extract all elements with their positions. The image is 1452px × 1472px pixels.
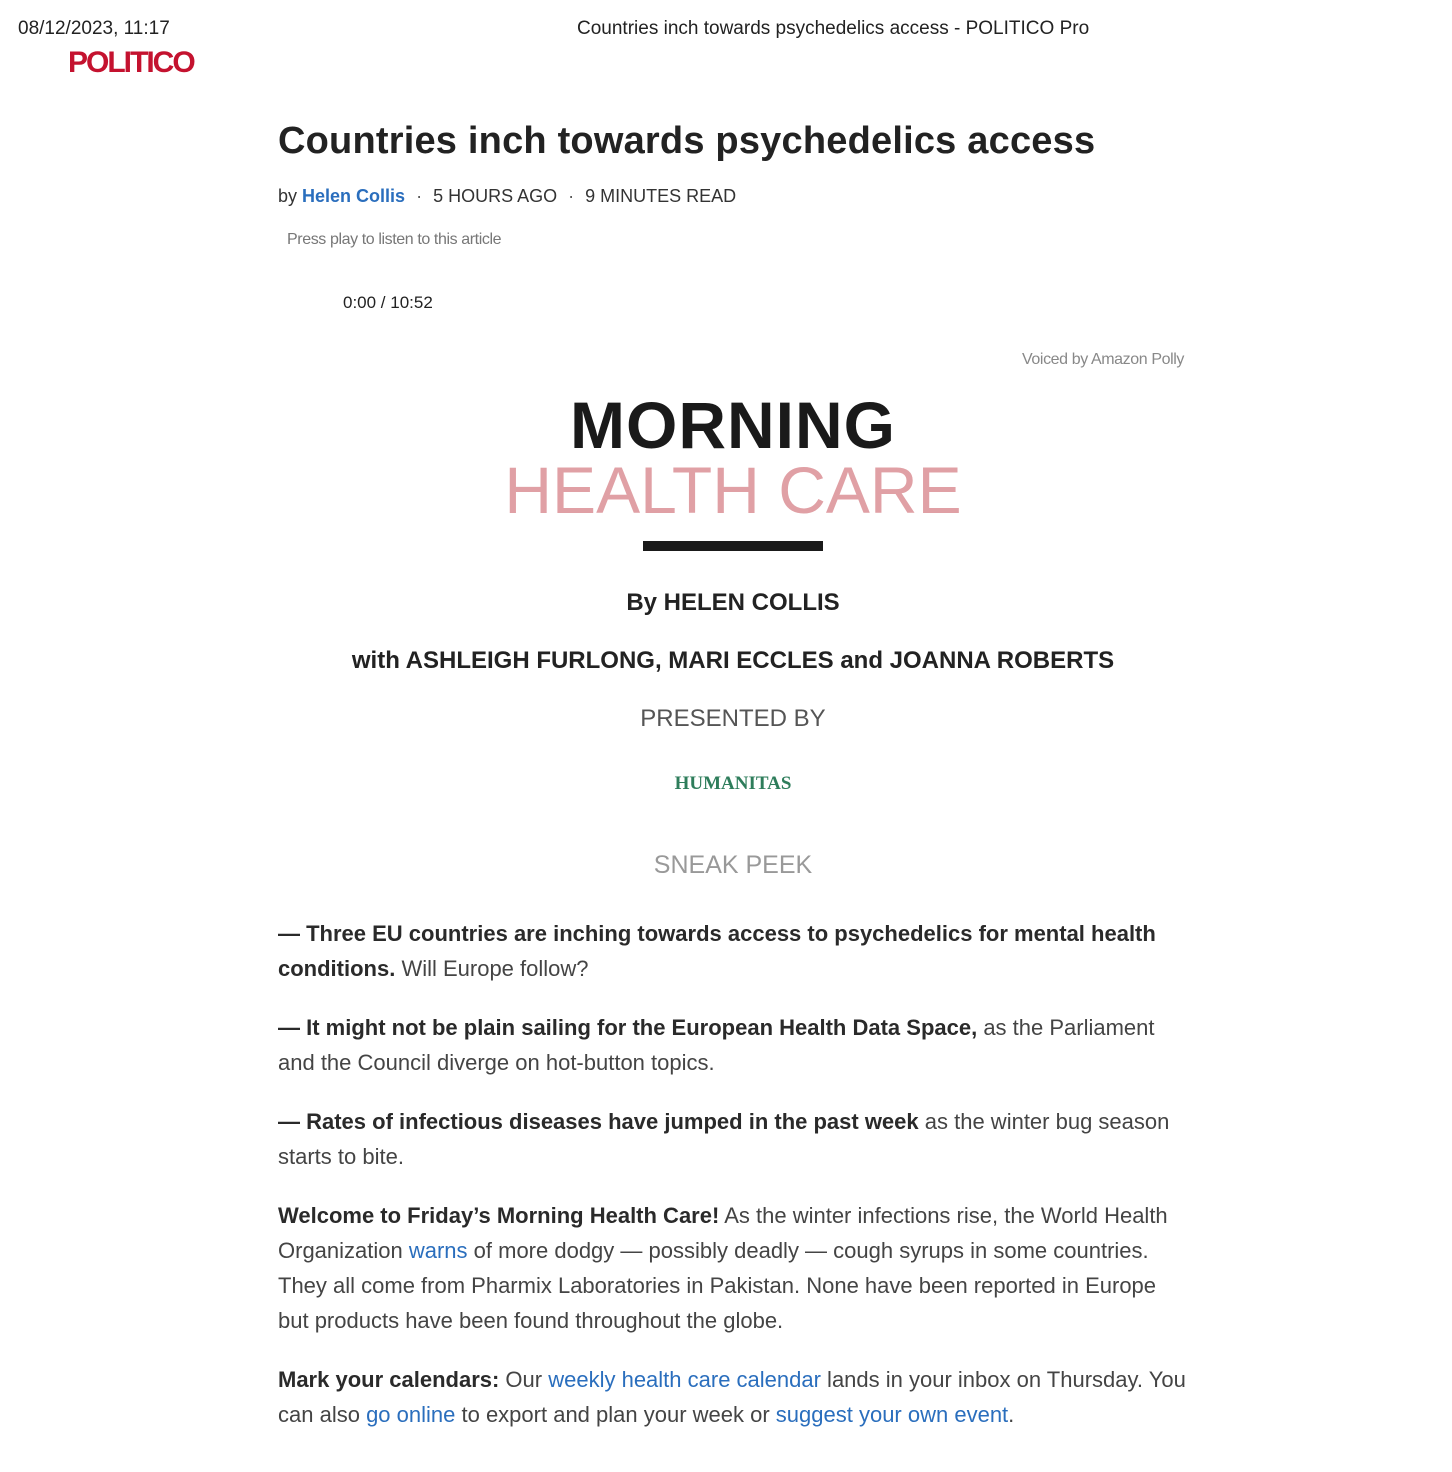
item-text: as the Parliament and the Council diverge on hot-button topics.: [278, 1015, 1155, 1075]
masthead-top: MORNING: [570, 388, 896, 462]
byline: [278, 186, 1188, 207]
sneak-peek-item: [278, 1010, 1188, 1080]
sneak-peek-item: [278, 916, 1188, 986]
calendar-text: .: [1008, 1402, 1015, 1427]
calendar-text: to export and plan your week or: [455, 1402, 776, 1427]
item-text: Will Europe follow?: [395, 956, 589, 981]
sponsor-logo[interactable]: HUMANITAS: [674, 773, 792, 794]
audio-player[interactable]: [343, 293, 1188, 313]
sneak-peek-heading: SNEAK PEEK: [653, 851, 813, 879]
warns-link[interactable]: warns: [408, 1238, 468, 1263]
item-bold: — It might not be plain sailing for the European Health Data Space,: [278, 1015, 978, 1040]
newsletter-authors: By HELEN COLLIS: [626, 589, 840, 616]
audio-time: 0:00 / 10:52: [343, 293, 433, 312]
item-text: as the winter bug season starts to bite.: [278, 1109, 1170, 1169]
newsletter-masthead: [278, 388, 1188, 551]
calendar-text: Our: [499, 1367, 549, 1392]
calendar-paragraph: [278, 1362, 1188, 1432]
print-datetime: 08/12/2023, 11:17: [18, 18, 170, 39]
suggest-event-link[interactable]: suggest your own event: [775, 1402, 1009, 1427]
item-bold: — Rates of infectious diseases have jumped in the past week: [278, 1109, 919, 1134]
read-time: 9 MINUTES READ: [585, 186, 737, 206]
audio-prompt: Press play to listen to this article: [287, 231, 502, 248]
time-ago: 5 HOURS AGO: [433, 186, 558, 206]
calendar-link[interactable]: weekly health care calendar: [548, 1367, 821, 1392]
sneak-peek-item: [278, 1104, 1188, 1174]
calendar-text: lands in your inbox on Thursday. You can also: [278, 1367, 1186, 1427]
article-headline: Countries inch towards psychedelics access: [278, 120, 1096, 162]
welcome-text: As the winter infections rise, the World Health Organization: [278, 1203, 1168, 1263]
go-online-link[interactable]: go online: [366, 1402, 456, 1427]
masthead-divider: [643, 541, 823, 551]
audio-credit: Voiced by Amazon Polly: [1022, 351, 1184, 368]
article: [278, 118, 1188, 1456]
presented-by-label: PRESENTED BY: [640, 705, 826, 732]
welcome-text: of more dodgy — possibly deadly — cough syrups in some countries. They all come from Pharmix Laboratories in Pakistan. None have been reported in Europe but products have been found throughout the globe.: [278, 1238, 1157, 1333]
newsletter-contributors: with ASHLEIGH FURLONG, MARI ECCLES and JOANNA ROBERTS: [351, 647, 1115, 674]
byline-prefix: by: [278, 186, 298, 206]
masthead-bottom: HEALTH CARE: [504, 453, 962, 527]
article-body: [278, 916, 1188, 1432]
welcome-bold: Welcome to Friday’s Morning Health Care!: [278, 1203, 720, 1228]
separator-dot: ·: [416, 186, 423, 206]
politico-logo[interactable]: POLITICO: [68, 46, 194, 79]
welcome-paragraph: [278, 1198, 1188, 1338]
separator-dot: ·: [568, 186, 575, 206]
item-bold: — Three EU countries are inching towards access to psychedelics for mental health conditions.: [278, 921, 1156, 981]
author-link[interactable]: Helen Collis: [302, 186, 406, 206]
calendar-bold: Mark your calendars:: [278, 1367, 500, 1392]
print-page-title: Countries inch towards psychedelics access - POLITICO Pro: [577, 18, 1090, 39]
